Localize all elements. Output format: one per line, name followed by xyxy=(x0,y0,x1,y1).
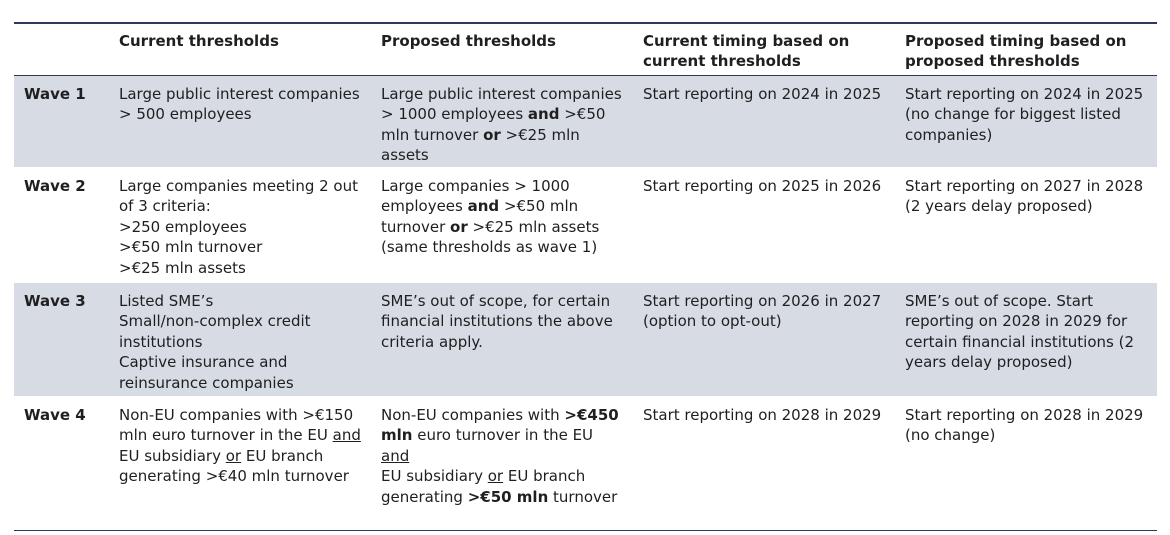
wave-label: Wave 1 xyxy=(24,84,86,103)
proposed-timing-cell: SME’s out of scope. Start reporting on 2028 in 2029 for certain financial institutions (2 years delay proposed) xyxy=(905,291,1134,372)
and-keyword: and xyxy=(467,197,500,216)
table-row xyxy=(14,282,1157,396)
text-fragment: EU subsidiary xyxy=(119,446,221,465)
text-fragment: EU branch generating >€40 mln turnover xyxy=(119,446,349,486)
or-keyword: or xyxy=(450,217,468,236)
text-fragment: >€50 mln turnover xyxy=(381,105,606,144)
proposed-thresholds-cell xyxy=(371,396,633,530)
proposed-timing-cell: Start reporting on 2028 in 2029 (no change) xyxy=(905,405,1144,445)
wave-label: Wave 3 xyxy=(24,291,86,310)
thresholds-table xyxy=(14,22,1157,531)
text-fragment: >€25 mln assets xyxy=(381,125,580,165)
current-timing-cell: Start reporting on 2024 in 2025 xyxy=(643,84,882,103)
header-proposed-timing: Proposed timing based on proposed thresholds xyxy=(905,32,1127,70)
current-timing-cell: Start reporting on 2028 in 2029 xyxy=(643,405,882,424)
and-keyword: and xyxy=(527,105,560,124)
or-keyword: or xyxy=(483,125,501,144)
table-row xyxy=(14,75,1157,167)
current-thresholds-cell xyxy=(109,396,371,530)
wave-label: Wave 4 xyxy=(24,405,86,424)
bold-amount: >€50 mln xyxy=(467,487,549,506)
proposed-timing-cell: Start reporting on 2024 in 2025 (no change for biggest listed companies) xyxy=(905,84,1144,144)
proposed-thresholds-cell: SME’s out of scope, for certain financial institutions the above criteria apply. xyxy=(381,291,613,351)
text-fragment: Non-EU companies with xyxy=(381,405,565,424)
current-thresholds-cell: Listed SME’s Small/non-complex credit institutions Captive insurance and reinsurance companies xyxy=(119,291,311,392)
text-fragment: >€25 mln assets (same thresholds as wave 1) xyxy=(381,217,600,257)
or-keyword: or xyxy=(225,446,242,465)
table-row xyxy=(14,167,1157,282)
text-fragment: >€50 mln turnover xyxy=(381,197,579,236)
wave-label: Wave 2 xyxy=(24,176,86,195)
current-timing-cell: Start reporting on 2025 in 2026 xyxy=(643,176,882,195)
text-fragment: EU branch generating xyxy=(381,467,586,506)
current-thresholds-cell: Large public interest companies > 500 employees xyxy=(119,84,360,124)
proposed-thresholds-cell xyxy=(371,167,633,282)
header-proposed-thresholds: Proposed thresholds xyxy=(381,32,556,50)
text-fragment: EU subsidiary xyxy=(381,467,483,486)
text-fragment: Large companies > 1000 employees xyxy=(381,176,570,216)
and-keyword: and xyxy=(332,426,361,445)
text-fragment: euro turnover in the EU xyxy=(412,426,594,445)
header-current-timing: Current timing based on current thresholds xyxy=(643,32,850,70)
proposed-timing-cell: Start reporting on 2027 in 2028 (2 years delay proposed) xyxy=(905,176,1144,216)
table-row xyxy=(14,396,1157,530)
header-wave xyxy=(14,23,109,75)
current-thresholds-cell: Large companies meeting 2 out of 3 criteria: >250 employees >€50 mln turnover >€25 mln assets xyxy=(119,176,358,277)
text-fragment: Non-EU companies with >€150 mln euro turnover in the EU xyxy=(119,405,354,445)
or-keyword: or xyxy=(487,467,504,486)
proposed-thresholds-cell xyxy=(371,75,633,167)
and-keyword: and xyxy=(381,446,410,465)
bold-amount: >€450 mln xyxy=(381,405,619,445)
text-fragment: Large public interest companies > 1000 employees xyxy=(381,84,622,124)
header-current-thresholds: Current thresholds xyxy=(119,32,279,50)
table-header-row xyxy=(14,23,1157,75)
text-fragment: turnover xyxy=(548,487,618,506)
current-timing-cell: Start reporting on 2026 in 2027 (option to opt-out) xyxy=(643,291,882,331)
